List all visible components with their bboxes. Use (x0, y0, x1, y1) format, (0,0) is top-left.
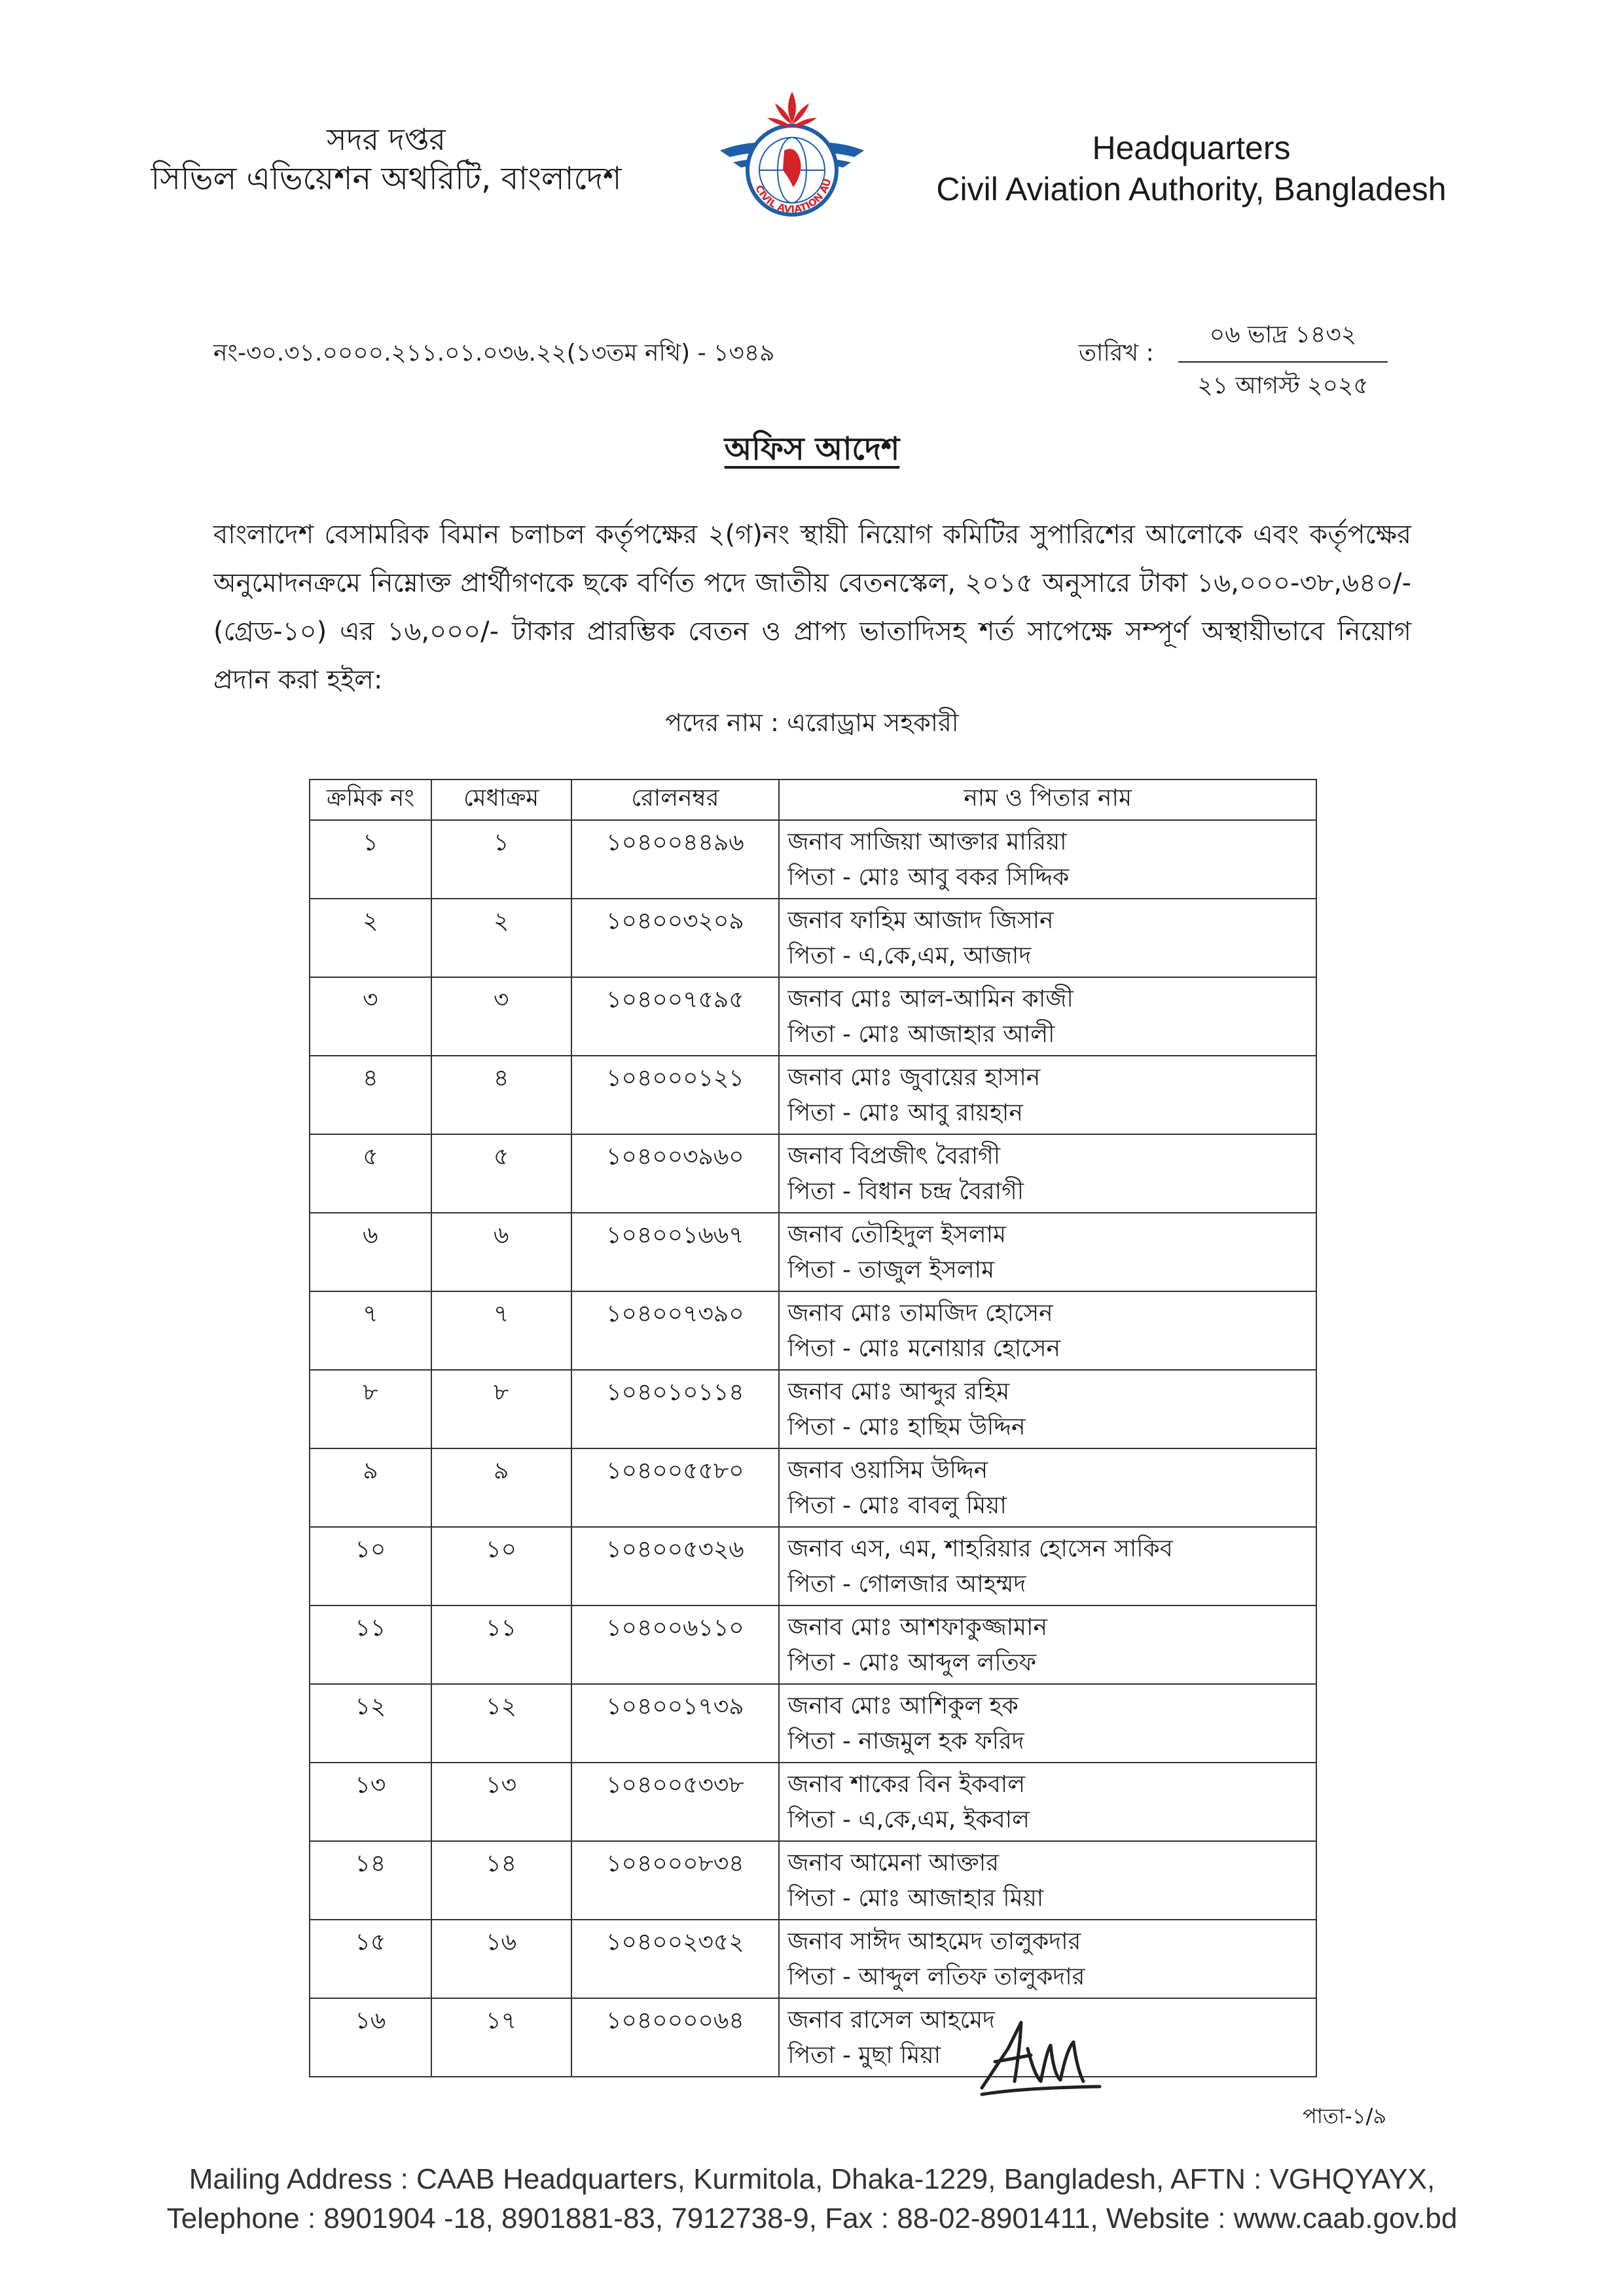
merit-cell: ১১ (431, 1605, 571, 1684)
logo-ring-text: CIVIL AVIATION AU (753, 177, 834, 215)
signature (969, 2009, 1119, 2108)
roll-cell: ১০৪০০৫৩৩৮ (571, 1763, 780, 1841)
table-row (310, 1763, 1316, 1841)
header-english (903, 128, 1479, 209)
date-label: তারিখ : (1079, 340, 1154, 367)
name-cell (779, 977, 1316, 1056)
serial-cell: ১ (310, 820, 431, 899)
appointee-name: জনাব এস, এম, শাহরিয়ার হোসেন সাকিব (787, 1535, 1173, 1562)
name-cell (779, 1448, 1316, 1527)
table-row (310, 1527, 1316, 1605)
merit-cell: ১০ (431, 1527, 571, 1605)
father-name: পিতা - মোঃ আজাহার মিয়া (787, 1885, 1044, 1912)
date-divider (1178, 361, 1388, 363)
serial-cell: ৭ (310, 1291, 431, 1370)
father-name: পিতা - মোঃ আবু রায়হান (787, 1100, 1023, 1126)
merit-cell: ৭ (431, 1291, 571, 1370)
order-body: বাংলাদেশ বেসামরিক বিমান চলাচল কর্তৃপক্ষের ২(গ)নং স্থায়ী নিয়োগ কমিটির সুপারিশের আলোকে এবং কর্তৃপক্ষের অনুমোদনক্রমে নিম্নোক্ত প্রার্থীগণকে ছকে বর্ণিত পদে জাতীয় বেতনস্কেল, ২০১৫ অনুসারে টাকা ১৬,০০০-৩৮,৬৪০/- (গ্রেড-১০) এর ১৬,০০০/- টাকার প্রারম্ভিক বেতন ও প্রাপ্য ভাতাদিসহ শর্ত সাপেক্ষে সম্পূর্ণ অস্থায়ীভাবে নিয়োগ প্রদান করা হইল: (213, 520, 1411, 695)
serial-cell: ১৫ (310, 1920, 431, 1998)
serial-cell: ২ (310, 899, 431, 977)
roll-cell: ১০৪০০২৩৫২ (571, 1920, 780, 1998)
father-name: পিতা - নাজমুল হক ফরিদ (787, 1728, 1024, 1755)
date-english: ২১ আগস্ট ২০২৫ (1197, 372, 1369, 399)
name-cell (779, 1291, 1316, 1370)
date-bangla: ০৬ ভাদ্র ১৪৩২ (1209, 321, 1357, 348)
father-name: পিতা - মোঃ আবু বকর সিদ্দিক (787, 864, 1070, 891)
merit-cell: ১৬ (431, 1920, 571, 1998)
serial-cell: ১৪ (310, 1841, 431, 1920)
table-row (310, 899, 1316, 977)
serial-cell: ৩ (310, 977, 431, 1056)
header-english-line1: Headquarters (1092, 130, 1291, 166)
order-title-wrap (0, 425, 1624, 477)
roll-cell: ১০৪০০০৮৩৪ (571, 1841, 780, 1920)
name-cell (779, 1527, 1316, 1605)
father-name: পিতা - মোঃ আব্দুল লতিফ (787, 1649, 1037, 1676)
roll-cell: ১০৪০০৩৯৬০ (571, 1134, 780, 1213)
father-name: পিতা - এ,কে,এম, ইকবাল (787, 1806, 1030, 1833)
name-cell (779, 899, 1316, 977)
appointee-name: জনাব মোঃ জুবায়ের হাসান (787, 1064, 1041, 1091)
serial-cell: ৬ (310, 1213, 431, 1291)
appointee-name: জনাব মোঃ আব্দুর রহিম (787, 1378, 1010, 1405)
roll-cell: ১০৪০০৭৩৯০ (571, 1291, 780, 1370)
appointee-name: জনাব মোঃ তামজিদ হোসেন (787, 1300, 1053, 1327)
serial-cell: ৯ (310, 1448, 431, 1527)
appointee-name: জনাব আমেনা আক্তার (787, 1850, 999, 1876)
merit-cell: ৩ (431, 977, 571, 1056)
appointee-name: জনাব মোঃ আল-আমিন কাজী (787, 986, 1074, 1013)
father-name: পিতা - মুছা মিয়া (787, 2042, 941, 2069)
name-cell (779, 1841, 1316, 1920)
roll-cell: ১০৪০০১৭৩৯ (571, 1684, 780, 1763)
footer-mailing-address: Mailing Address : CAAB Headquarters, Kurmitola, Dhaka-1229, Bangladesh, AFTN : VGHQYAYX, (189, 2163, 1435, 2195)
serial-cell: ১১ (310, 1605, 431, 1684)
roll-cell: ১০৪০০০০৬৪ (571, 1998, 780, 2077)
serial-cell: ৮ (310, 1370, 431, 1448)
header-bangla (105, 121, 668, 198)
date-box (1178, 317, 1388, 407)
merit-cell: ১৩ (431, 1763, 571, 1841)
merit-cell: ৯ (431, 1448, 571, 1527)
merit-cell: ১৪ (431, 1841, 571, 1920)
serial-cell: ১০ (310, 1527, 431, 1605)
name-cell (779, 1684, 1316, 1763)
serial-cell: ১২ (310, 1684, 431, 1763)
table-row (310, 1134, 1316, 1213)
merit-cell: ৫ (431, 1134, 571, 1213)
table-row (310, 1291, 1316, 1370)
father-name: পিতা - মোঃ হাছিম উদ্দিন (787, 1414, 1026, 1441)
serial-cell: ৪ (310, 1056, 431, 1134)
table-row (310, 1370, 1316, 1448)
appointee-name: জনাব সাজিয়া আক্তার মারিয়া (787, 829, 1067, 855)
table-body (310, 820, 1316, 2077)
merit-cell: ১ (431, 820, 571, 899)
name-cell (779, 1134, 1316, 1213)
name-cell (779, 1056, 1316, 1134)
appointee-name: জনাব বিপ্রজীৎ বৈরাগী (787, 1143, 1001, 1170)
header-serial: ক্রমিক নং (310, 780, 431, 820)
roll-cell: ১০৪০০৪৪৯৬ (571, 820, 780, 899)
table-row (310, 1920, 1316, 1998)
header-bangla-line1: সদর দপ্তর (327, 122, 446, 157)
header-english-line2: Civil Aviation Authority, Bangladesh (936, 170, 1447, 207)
appointee-name: জনাব শাকের বিন ইকবাল (787, 1771, 1026, 1798)
table-row (310, 1056, 1316, 1134)
father-name: পিতা - মোঃ আজাহার আলী (787, 1021, 1055, 1048)
roll-cell: ১০৪০১০১১৪ (571, 1370, 780, 1448)
reference-number: নং-৩০.৩১.০০০০.২১১.০১.০৩৬.২২(১৩তম নথি) - ১৩৪৯ (213, 340, 775, 367)
roll-cell: ১০৪০০৬১১০ (571, 1605, 780, 1684)
roll-cell: ১০৪০০৫৫৮০ (571, 1448, 780, 1527)
name-cell (779, 1920, 1316, 1998)
roll-cell: ১০৪০০৫৩২৬ (571, 1527, 780, 1605)
father-name: পিতা - তাজুল ইসলাম (787, 1257, 995, 1283)
name-cell (779, 820, 1316, 899)
appointee-name: জনাব মোঃ আশিকুল হক (787, 1693, 1019, 1719)
name-cell (779, 1605, 1316, 1684)
footer (0, 2160, 1624, 2238)
appointee-name: জনাব মোঃ আশফাকুজ্জামান (787, 1614, 1047, 1641)
appointee-name: জনাব রাসেল আহমেদ (787, 2007, 995, 2034)
father-name: পিতা - এ,কে,এম, আজাদ (787, 942, 1032, 969)
roll-cell: ১০৪০০০১২১ (571, 1056, 780, 1134)
table-header-row (310, 780, 1316, 820)
name-cell (779, 1370, 1316, 1448)
merit-cell: ৬ (431, 1213, 571, 1291)
table-row (310, 1448, 1316, 1527)
name-cell (779, 1763, 1316, 1841)
name-cell (779, 1213, 1316, 1291)
page-number: পাতা-১/৯ (1303, 2104, 1387, 2128)
caab-logo (707, 72, 877, 242)
appointee-table (309, 779, 1317, 2077)
appointee-name: জনাব ফাহিম আজাদ জিসান (787, 907, 1054, 934)
merit-cell: ৮ (431, 1370, 571, 1448)
table-row (310, 820, 1316, 899)
table-row (310, 1684, 1316, 1763)
serial-cell: ১৬ (310, 1998, 431, 2077)
merit-cell: ১২ (431, 1684, 571, 1763)
table-row (310, 977, 1316, 1056)
table-row (310, 1213, 1316, 1291)
header-roll: রোলনম্বর (571, 780, 780, 820)
roll-cell: ১০৪০০১৬৬৭ (571, 1213, 780, 1291)
father-name: পিতা - মোঃ মনোয়ার হোসেন (787, 1335, 1061, 1362)
post-name: পদের নাম : এরোড্রাম সহকারী (665, 708, 959, 737)
merit-cell: ২ (431, 899, 571, 977)
father-name: পিতা - মোঃ বাবলু মিয়া (787, 1492, 1007, 1519)
roll-cell: ১০৪০০৭৫৯৫ (571, 977, 780, 1056)
table-row (310, 1605, 1316, 1684)
table-row (310, 1998, 1316, 2077)
father-name: পিতা - আব্দুল লতিফ তালুকদার (787, 1964, 1085, 1990)
serial-cell: ৫ (310, 1134, 431, 1213)
order-title: অফিস আদেশ (724, 431, 900, 467)
header-merit: মেধাক্রম (431, 780, 571, 820)
header-name: নাম ও পিতার নাম (779, 780, 1316, 820)
serial-cell: ১৩ (310, 1763, 431, 1841)
header-bangla-line2: সিভিল এভিয়েশন অথরিটি, বাংলাদেশ (151, 160, 622, 197)
merit-cell: ১৭ (431, 1998, 571, 2077)
footer-contact: Telephone : 8901904 -18, 8901881-83, 7912738-9, Fax : 88-02-8901411, Website : www.caab.gov.bd (166, 2202, 1458, 2234)
appointee-name: জনাব ওয়াসিম উদ্দিন (787, 1457, 988, 1484)
father-name: পিতা - বিধান চন্দ্র বৈরাগী (787, 1178, 1024, 1205)
merit-cell: ৪ (431, 1056, 571, 1134)
father-name: পিতা - গোলজার আহম্মদ (787, 1571, 1026, 1598)
table-row (310, 1841, 1316, 1920)
appointee-name: জনাব সাঈদ আহমেদ তালুকদার (787, 1928, 1081, 1955)
appointee-name: জনাব তৌহিদুল ইসলাম (787, 1221, 1007, 1248)
roll-cell: ১০৪০০৩২০৯ (571, 899, 780, 977)
